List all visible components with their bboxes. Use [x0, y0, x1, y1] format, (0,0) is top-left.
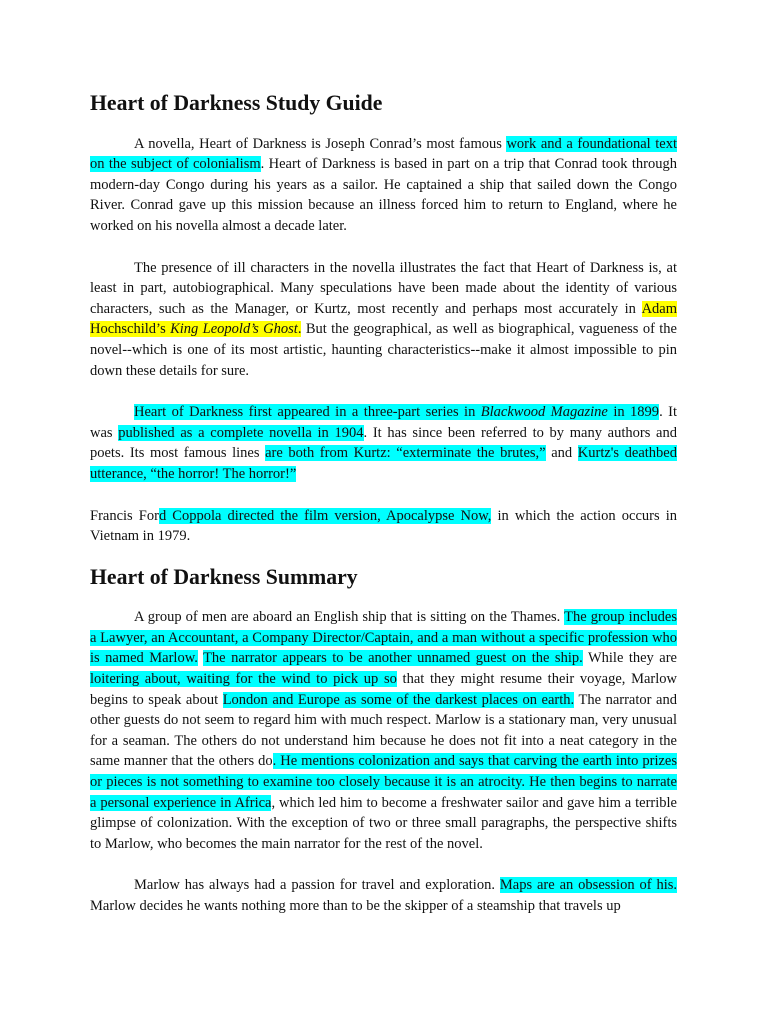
text-run: While they are	[582, 650, 677, 667]
text-run: , which led him to become a freshwater sailor and gave him a terrible glimpse of colonization. With the exception of two or three small paragraphs, the perspective shifts to Marlow, who becomes the main narrator for the rest of the novel.	[90, 794, 677, 852]
paragraph-spacer	[90, 587, 677, 607]
cyan-highlighted-text: Maps are an obsession of his.	[499, 877, 677, 894]
section-heading	[90, 564, 677, 589]
paragraph-spacer	[90, 381, 677, 402]
cyan-highlighted-text: in 1899	[607, 404, 660, 421]
cyan-highlighted-text: Blackwood Magazine	[480, 404, 608, 421]
text-run: Marlow has always had a passion for travel and exploration.	[134, 877, 500, 894]
text-run: Francis For	[90, 507, 159, 524]
body-paragraph	[90, 258, 677, 382]
text-run: that they might resume their voyage, Marlow begins to speak about	[90, 671, 678, 708]
paragraph-spacer	[90, 485, 677, 506]
paragraph-spacer	[90, 854, 677, 875]
body-paragraph	[90, 134, 677, 237]
document-page	[90, 93, 677, 917]
yellow-highlighted-text: Adam Hochschild’s	[90, 300, 677, 338]
paragraph-spacer	[90, 237, 677, 258]
text-run: Marlow decides he wants nothing more than to be the skipper of a steamship that travels up	[90, 898, 621, 914]
cyan-highlighted-text: Heart of Darkness first appeared in a three-part series in	[134, 404, 481, 421]
paragraph-spacer	[90, 114, 677, 134]
cyan-highlighted-text: work and a foundational text on the subject of colonialism	[90, 135, 677, 173]
cyan-highlighted-text: The group includes a Lawyer, an Accountant, a Company Director/Captain, and a man without a specific profession who is named Marlow.	[90, 609, 678, 667]
text-run: But the geographical, as well as biographical, vagueness of the novel--which is one of its most artistic, haunting characteristics--make it almost impossible to pin down these details for sure.	[90, 321, 677, 379]
text-run: . Heart of Darkness is based in part on a trip that Conrad took through modern-day Congo during his years as a sailor. He captained a ship that sailed down the Congo River. Conrad gave up this mission because an illness forced him to return to England, where he worked on his novella almost a decade later.	[90, 156, 677, 234]
yellow-highlighted-text: .	[297, 321, 302, 338]
body-paragraph	[90, 875, 677, 916]
text-run: . It has since been referred to by many authors and poets. Its most famous lines	[90, 424, 677, 462]
text-run: Heart of Darkness Summary	[90, 564, 358, 589]
cyan-highlighted-text: d Coppola directed the film version, Apocalypse Now,	[158, 507, 492, 524]
yellow-highlighted-text: King Leopold’s Ghost	[170, 321, 298, 338]
cyan-highlighted-text: The narrator appears to be another unnamed guest on the ship.	[203, 650, 583, 667]
cyan-highlighted-text: London and Europe as some of the darkest places on earth.	[222, 691, 575, 708]
section-heading	[90, 93, 677, 114]
body-paragraph	[90, 402, 677, 484]
body-paragraph	[90, 506, 677, 547]
body-paragraph	[90, 607, 677, 854]
text-run: The narrator and other guests do not seem to regard him with much respect. Marlow is a stationary man, very unusual for a seaman. The others do not understand him because he does not fit into a neat category in the same manner that the others do	[90, 691, 677, 770]
text-run: in which the action occurs in Vietnam in 1979.	[90, 507, 677, 545]
text-run: Heart of Darkness Study Guide	[90, 91, 383, 115]
text-run: A group of men are aboard an English ship that is sitting on the Thames.	[134, 609, 565, 626]
cyan-highlighted-text: are both from Kurtz: “exterminate the brutes,”	[265, 445, 546, 462]
cyan-highlighted-text: . He mentions colonization and says that carving the earth into prizes or pieces is not something to examine too closely because it is an atrocity. He then begins to narrate a personal experience in Africa	[90, 753, 677, 811]
cyan-highlighted-text: Kurtz's deathbed utterance, “the horror! The horror!”	[90, 445, 677, 482]
cyan-highlighted-text: published as a complete novella in 1904	[118, 424, 364, 441]
paragraph-spacer	[90, 547, 677, 567]
text-run: The presence of ill characters in the novella illustrates the fact that Heart of Darkness is, at least in part, autobiographical. Many speculations have been made about the identity of various characters, such as the Manager, or Kurtz, most recently and perhaps most accurately in	[90, 259, 677, 317]
text-run: . It was	[90, 404, 677, 441]
text-run: A novella, Heart of Darkness is Joseph Conrad’s most famous	[134, 135, 507, 152]
text-run: and	[545, 445, 578, 462]
cyan-highlighted-text: loitering about, waiting for the wind to pick up so	[90, 671, 397, 688]
